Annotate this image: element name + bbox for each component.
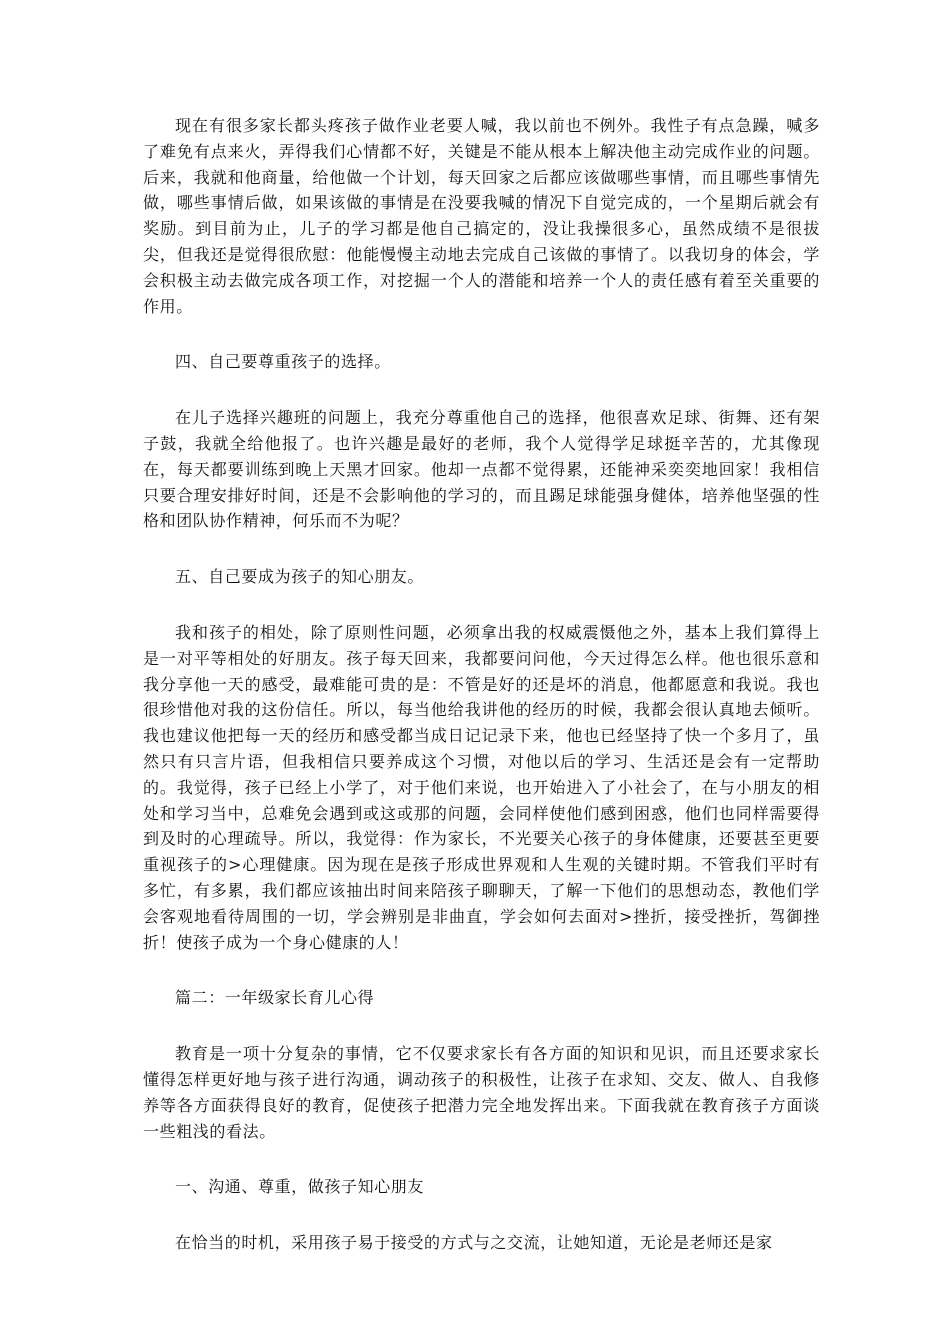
paragraph-homework: 现在有很多家长都头疼孩子做作业老要人喊，我以前也不例外。我性子有点急躁，喊多了难免有点来火，弄得我们心情都不好，关键是不能从根本上解决他主动完成作业的问题。后来，我就和他商量，给他做一个计划，每天回家之后都应该做哪些事情，而且哪些事情先做，哪些事情后做，如果该做的事情是在没要我喊的情况下自觉完成的，一个星期后就会有奖励。到目前为止，儿子的学习都是他自己搞定的，没让我操很多心，虽然成绩不是很拔尖，但我还是觉得很欣慰：他能慢慢主动地去完成自己该做的事情了。以我切身的体会，学会积极主动去做完成各项工作，对挖掘一个人的潜能和培养一个人的责任感有着至关重要的作用。 [143, 116, 820, 316]
section-heading-communication: 一、沟通、尊重，做孩子知心朋友 [175, 1177, 425, 1197]
paragraph-interest-class: 在儿子选择兴趣班的问题上，我充分尊重他自己的选择，他很喜欢足球、街舞、还有架子鼓，我就全给他报了。也许兴趣是最好的老师，我个人觉得学足球挺辛苦的，尤其像现在，每天都要训练到晚上天黑才回家。他却一点都不觉得累，还能神采奕奕地回家！我相信只要合理安排好时间，还是不会影响他的学习的，而且踢足球能强身健体，培养他坚强的性格和团队协作精神，何乐而不为呢？ [143, 408, 820, 531]
paragraph-friendship: 我和孩子的相处，除了原则性问题，必须拿出我的权威震慑他之外，基本上我们算得上是一对平等相处的好朋友。孩子每天回来，我都要问问他，今天过得怎么样。他也很乐意和我分享他一天的感受，最难能可贵的是：不管是好的还是坏的消息，他都愿意和我说。我也很珍惜他对我的这份信任。所以，每当他给我讲他的经历的时候，我都会很认真地去倾听。我也建议他把每一天的经历和感受都当成日记记录下来，他也已经坚持了快一个多月了，虽然只有只言片语，但我相信只要养成这个习惯，对他以后的学习、生活还是会有一定帮助的。我觉得，孩子已经上小学了，对于他们来说，也开始进入了小社会了，在与小朋友的相处和学习当中，总难免会遇到或这或那的问题，会同样使他们感到困惑，他们也同样需要得到及时的心理疏导。所以，我觉得：作为家长，不光要关心孩子的身体健康，还要甚至更要重视孩子的>心理健康。因为现在是孩子形成世界观和人生观的关键时期。不管我们平时有多忙，有多累，我们都应该抽出时间来陪孩子聊聊天，了解一下他们的思想动态，教他们学会客观地看待周围的一切，学会辨别是非曲直，学会如何去面对>挫折，接受挫折，驾御挫折！使孩子成为一个身心健康的人！ [143, 622, 820, 952]
section-heading-respect-choice: 四、自己要尊重孩子的选择。 [175, 352, 391, 372]
paragraph-timing: 在恰当的时机，采用孩子易于接受的方式与之交流，让她知道，无论是老师还是家 [175, 1233, 773, 1253]
paragraph-education-intro: 教育是一项十分复杂的事情，它不仅要求家长有各方面的知识和见识，而且还要求家长懂得怎样更好地与孩子进行沟通，调动孩子的积极性，让孩子在求知、交友、做人、自我修养等各方面获得良好的教育，促使孩子把潜力完全地发挥出来。下面我就在教育孩子方面谈一些粗浅的看法。 [143, 1044, 820, 1141]
section-heading-friend: 五、自己要成为孩子的知心朋友。 [175, 567, 425, 587]
article-title-part-two: 篇二：一年级家长育儿心得 [175, 988, 375, 1008]
